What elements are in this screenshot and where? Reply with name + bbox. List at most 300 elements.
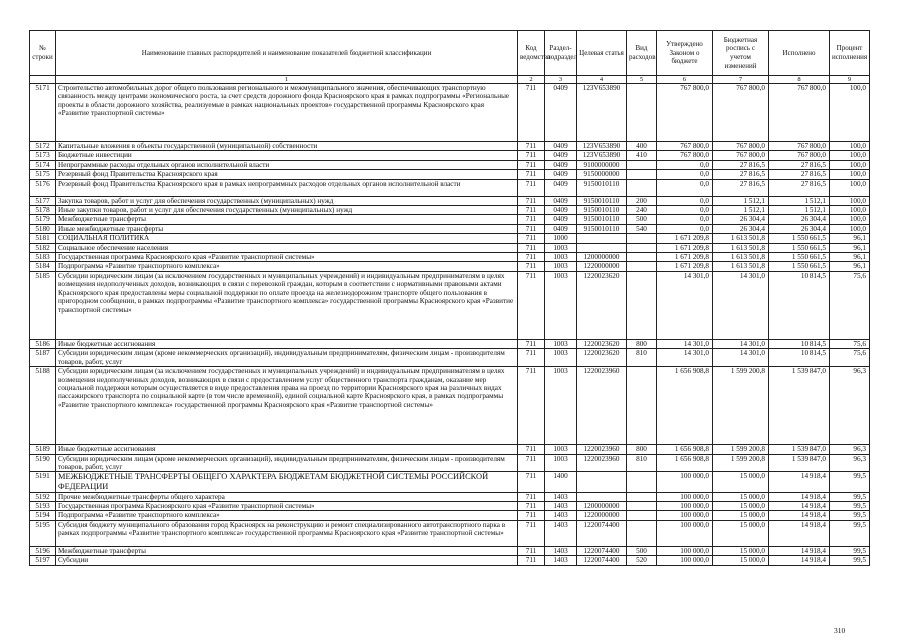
- row-name: Непрограммные расходы отдельных органов исполнительной власти: [56, 160, 518, 169]
- table-row: [30, 454, 870, 472]
- expense-type: [627, 492, 657, 501]
- expense-type: [627, 501, 657, 510]
- approved-amount: 1 671 209,8: [657, 262, 713, 271]
- section-code: 0409: [545, 206, 577, 215]
- budget-amount: 14 301,0: [713, 339, 769, 348]
- approved-amount: 100 000,0: [657, 556, 713, 565]
- percent-executed: 96,1: [830, 253, 870, 262]
- target-article: [577, 243, 627, 252]
- percent-executed: 100,0: [830, 224, 870, 233]
- budget-amount: 767 800,0: [713, 142, 769, 151]
- department-code: 711: [518, 556, 545, 565]
- budget-amount: 15 000,0: [713, 556, 769, 565]
- row-name: Подпрограмма «Развитие транспортного комплекса»: [56, 511, 518, 520]
- row-name: Государственная программа Красноярского края «Развитие транспортной системы»: [56, 501, 518, 510]
- approved-amount: 1 671 209,8: [657, 253, 713, 262]
- department-code: 711: [518, 520, 545, 546]
- row-name: СОЦИАЛЬНАЯ ПОЛИТИКА: [56, 234, 518, 243]
- department-code: 711: [518, 215, 545, 224]
- table-row: [30, 511, 870, 520]
- section-code: 1003: [545, 445, 577, 454]
- row-number: 5184: [30, 262, 56, 271]
- row-name: Резервный фонд Правительства Красноярского края: [56, 170, 518, 179]
- executed-amount: 10 814,5: [769, 339, 830, 348]
- approved-amount: 0,0: [657, 196, 713, 205]
- target-article: 9100000000: [577, 160, 627, 169]
- department-code: 711: [518, 511, 545, 520]
- approved-amount: 100 000,0: [657, 492, 713, 501]
- department-code: 711: [518, 234, 545, 243]
- target-article: 9150000000: [577, 170, 627, 179]
- department-code: 711: [518, 170, 545, 179]
- table-row: [30, 367, 870, 445]
- table-row: [30, 262, 870, 271]
- row-number: 5190: [30, 454, 56, 472]
- department-code: 711: [518, 445, 545, 454]
- target-article: 1200000000: [577, 253, 627, 262]
- executed-amount: 14 918,4: [769, 501, 830, 510]
- expense-type: 800: [627, 445, 657, 454]
- approved-amount: 1 671 209,8: [657, 234, 713, 243]
- percent-executed: 99,5: [830, 556, 870, 565]
- table-header-row: [30, 31, 870, 76]
- header-target-article: Целевая статья: [577, 31, 627, 76]
- expense-type: [627, 367, 657, 445]
- percent-executed: 99,5: [830, 472, 870, 492]
- section-code: 0409: [545, 151, 577, 160]
- row-name: Резервный фонд Правительства Красноярского края в рамках непрограммных расходов отдельных органов исполнительной власти: [56, 179, 518, 196]
- row-name: Межбюджетные трансферты: [56, 546, 518, 555]
- row-number: 5174: [30, 160, 56, 169]
- approved-amount: 0,0: [657, 224, 713, 233]
- approved-amount: 100 000,0: [657, 472, 713, 492]
- section-code: 1003: [545, 271, 577, 339]
- column-index: 3: [545, 76, 577, 84]
- expense-type: 810: [627, 349, 657, 367]
- executed-amount: 1 512,1: [769, 196, 830, 205]
- percent-executed: 96,1: [830, 234, 870, 243]
- column-index: 6: [657, 76, 713, 84]
- budget-amount: 27 816,5: [713, 170, 769, 179]
- budget-amount: 27 816,5: [713, 179, 769, 196]
- executed-amount: 1 550 661,5: [769, 243, 830, 252]
- row-number: 5197: [30, 556, 56, 565]
- budget-amount: 15 000,0: [713, 492, 769, 501]
- approved-amount: 0,0: [657, 215, 713, 224]
- executed-amount: 1 550 661,5: [769, 234, 830, 243]
- executed-amount: 14 918,4: [769, 546, 830, 555]
- expense-type: 500: [627, 215, 657, 224]
- department-code: 711: [518, 472, 545, 492]
- target-article: 1220023620: [577, 271, 627, 339]
- approved-amount: 1 656 908,8: [657, 454, 713, 472]
- budget-amount: 767 800,0: [713, 84, 769, 142]
- table-row: [30, 271, 870, 339]
- budget-amount: 26 304,4: [713, 224, 769, 233]
- row-number: 5172: [30, 142, 56, 151]
- department-code: 711: [518, 454, 545, 472]
- section-code: 1403: [545, 520, 577, 546]
- executed-amount: 14 918,4: [769, 492, 830, 501]
- budget-report-sheet: [29, 30, 869, 566]
- executed-amount: 767 800,0: [769, 151, 830, 160]
- section-code: 1403: [545, 546, 577, 555]
- section-code: 0409: [545, 84, 577, 142]
- approved-amount: 14 301,0: [657, 339, 713, 348]
- approved-amount: 0,0: [657, 179, 713, 196]
- executed-amount: 27 816,5: [769, 179, 830, 196]
- executed-amount: 1 550 661,5: [769, 253, 830, 262]
- department-code: 711: [518, 84, 545, 142]
- target-article: 9150010110: [577, 224, 627, 233]
- percent-executed: 99,5: [830, 511, 870, 520]
- percent-executed: 100,0: [830, 151, 870, 160]
- table-row: [30, 520, 870, 546]
- executed-amount: 1 539 847,0: [769, 445, 830, 454]
- percent-executed: 96,3: [830, 445, 870, 454]
- target-article: 123V653890: [577, 142, 627, 151]
- executed-amount: 1 539 847,0: [769, 454, 830, 472]
- section-code: 1403: [545, 501, 577, 510]
- budget-amount: 14 301,0: [713, 349, 769, 367]
- table-row: [30, 253, 870, 262]
- approved-amount: 1 671 209,8: [657, 243, 713, 252]
- target-article: 123V653890: [577, 151, 627, 160]
- row-number: 5180: [30, 224, 56, 233]
- row-name: Социальное обеспечение населения: [56, 243, 518, 252]
- executed-amount: 14 918,4: [769, 511, 830, 520]
- row-name: Субсидия бюджету муниципального образования город Красноярск на реконструкцию и ремонт специализированного автотранспортного парка в рамках подпрограммы «Развитие транспортного комплекса» государственной программы Красноярского края «Развитие транспортной системы»: [56, 520, 518, 546]
- table-row: [30, 472, 870, 492]
- row-number: 5182: [30, 243, 56, 252]
- row-name: Субсидии: [56, 556, 518, 565]
- target-article: 1220023960: [577, 454, 627, 472]
- department-code: 711: [518, 179, 545, 196]
- department-code: 711: [518, 349, 545, 367]
- row-number: 5176: [30, 179, 56, 196]
- department-code: 711: [518, 243, 545, 252]
- target-article: [577, 492, 627, 501]
- approved-amount: 0,0: [657, 170, 713, 179]
- expense-type: 810: [627, 454, 657, 472]
- budget-amount: 1 599 200,8: [713, 445, 769, 454]
- target-article: 9150010110: [577, 179, 627, 196]
- department-code: 711: [518, 492, 545, 501]
- row-name: Бюджетные инвестиции: [56, 151, 518, 160]
- executed-amount: 767 800,0: [769, 142, 830, 151]
- row-number: 5181: [30, 234, 56, 243]
- expense-type: [627, 271, 657, 339]
- approved-amount: 1 656 908,8: [657, 367, 713, 445]
- section-code: 1403: [545, 556, 577, 565]
- expense-type: 540: [627, 224, 657, 233]
- table-row: [30, 492, 870, 501]
- section-code: 1003: [545, 253, 577, 262]
- executed-amount: 10 814,5: [769, 349, 830, 367]
- column-index: [30, 76, 56, 84]
- executed-amount: 26 304,4: [769, 224, 830, 233]
- row-number: 5183: [30, 253, 56, 262]
- column-index: 9: [830, 76, 870, 84]
- table-row: [30, 179, 870, 196]
- executed-amount: 27 816,5: [769, 170, 830, 179]
- expense-type: [627, 170, 657, 179]
- budget-amount: 1 512,1: [713, 196, 769, 205]
- section-code: 1003: [545, 262, 577, 271]
- row-number: 5186: [30, 339, 56, 348]
- row-number: 5191: [30, 472, 56, 492]
- budget-amount: 15 000,0: [713, 501, 769, 510]
- budget-amount: 15 000,0: [713, 546, 769, 555]
- budget-amount: 15 000,0: [713, 520, 769, 546]
- row-number: 5192: [30, 492, 56, 501]
- row-name: Субсидии юридическим лицам (кроме некоммерческих организаций), индивидуальным предпринимателям, физическим лицам - производителям товаров, работ, услуг: [56, 454, 518, 472]
- approved-amount: 0,0: [657, 160, 713, 169]
- department-code: 711: [518, 196, 545, 205]
- target-article: 9150010110: [577, 196, 627, 205]
- executed-amount: 1 539 847,0: [769, 367, 830, 445]
- row-number: 5196: [30, 546, 56, 555]
- row-name: Строительство автомобильных дорог общего пользования регионального и межмуниципального значения, обеспечивающих транспортную связанность между центрами экономического роста, за счет средств дорожного фонда Красноярского края в рамках подпрограммы «Региональные проекты в области дорожного хозяйства, реализуемые в рамках национальных проектов» государственной программы Красноярского края «Развитие транспортной системы»: [56, 84, 518, 142]
- department-code: 711: [518, 151, 545, 160]
- expense-type: [627, 179, 657, 196]
- percent-executed: 96,3: [830, 454, 870, 472]
- section-code: 1003: [545, 367, 577, 445]
- row-name: Прочие межбюджетные трансферты общего характера: [56, 492, 518, 501]
- row-name: МЕЖБЮДЖЕТНЫЕ ТРАНСФЕРТЫ ОБЩЕГО ХАРАКТЕРА БЮДЖЕТАМ БЮДЖЕТНОЙ СИСТЕМЫ РОССИЙСКОЙ ФЕДЕРАЦИИ: [56, 472, 518, 492]
- row-name: Государственная программа Красноярского края «Развитие транспортной системы»: [56, 253, 518, 262]
- target-article: 1220023620: [577, 349, 627, 367]
- percent-executed: 100,0: [830, 142, 870, 151]
- column-index: 8: [769, 76, 830, 84]
- expense-type: [627, 234, 657, 243]
- expense-type: [627, 253, 657, 262]
- budget-amount: 767 800,0: [713, 151, 769, 160]
- budget-amount: 1 599 200,8: [713, 454, 769, 472]
- row-number: 5173: [30, 151, 56, 160]
- table-row: [30, 224, 870, 233]
- row-number: 5185: [30, 271, 56, 339]
- table-row: [30, 215, 870, 224]
- department-code: 711: [518, 271, 545, 339]
- table-row: [30, 556, 870, 565]
- approved-amount: 100 000,0: [657, 501, 713, 510]
- target-article: 1220023620: [577, 339, 627, 348]
- percent-executed: 75,6: [830, 349, 870, 367]
- header-expense-type: Вид расходов: [627, 31, 657, 76]
- column-index: 1: [56, 76, 518, 84]
- department-code: 711: [518, 262, 545, 271]
- row-name: Иные бюджетные ассигнования: [56, 339, 518, 348]
- budget-amount: 1 599 200,8: [713, 367, 769, 445]
- budget-table: [29, 30, 870, 566]
- department-code: 711: [518, 501, 545, 510]
- column-index: 5: [627, 76, 657, 84]
- row-number: 5171: [30, 84, 56, 142]
- row-name: Иные бюджетные ассигнования: [56, 445, 518, 454]
- expense-type: [627, 262, 657, 271]
- department-code: 711: [518, 142, 545, 151]
- executed-amount: 14 918,4: [769, 556, 830, 565]
- approved-amount: 100 000,0: [657, 546, 713, 555]
- section-code: 0409: [545, 215, 577, 224]
- target-article: 1220074400: [577, 520, 627, 546]
- department-code: 711: [518, 206, 545, 215]
- table-row: [30, 160, 870, 169]
- row-name: Иные межбюджетные трансферты: [56, 224, 518, 233]
- header-department-code: Код ведомства: [518, 31, 545, 76]
- table-row: [30, 151, 870, 160]
- percent-executed: 75,6: [830, 339, 870, 348]
- table-row: [30, 243, 870, 252]
- section-code: 0409: [545, 196, 577, 205]
- approved-amount: 767 800,0: [657, 142, 713, 151]
- header-executed: Исполнено: [769, 31, 830, 76]
- target-article: 1200000000: [577, 501, 627, 510]
- row-name: Закупка товаров, работ и услуг для обеспечения государственных (муниципальных) нужд: [56, 196, 518, 205]
- budget-amount: 1 613 501,8: [713, 243, 769, 252]
- section-code: 1403: [545, 492, 577, 501]
- percent-executed: 100,0: [830, 179, 870, 196]
- approved-amount: 14 301,0: [657, 271, 713, 339]
- table-row: [30, 445, 870, 454]
- expense-type: [627, 472, 657, 492]
- percent-executed: 100,0: [830, 206, 870, 215]
- target-article: 1220074400: [577, 556, 627, 565]
- target-article: 1220000000: [577, 262, 627, 271]
- header-percent: Процент исполнения: [830, 31, 870, 76]
- percent-executed: 96,1: [830, 262, 870, 271]
- target-article: 1220023960: [577, 445, 627, 454]
- executed-amount: 767 800,0: [769, 84, 830, 142]
- percent-executed: 100,0: [830, 215, 870, 224]
- target-article: 123V653890: [577, 84, 627, 142]
- expense-type: 520: [627, 556, 657, 565]
- target-article: [577, 472, 627, 492]
- row-name: Межбюджетные трансферты: [56, 215, 518, 224]
- row-number: 5188: [30, 367, 56, 445]
- percent-executed: 99,5: [830, 546, 870, 555]
- budget-amount: 27 816,5: [713, 160, 769, 169]
- percent-executed: 99,5: [830, 520, 870, 546]
- table-row: [30, 170, 870, 179]
- section-code: 1400: [545, 472, 577, 492]
- header-budget-schedule: Бюджетная роспись с учетом изменений: [713, 31, 769, 76]
- header-section: Раздел-подраздел: [545, 31, 577, 76]
- budget-amount: 26 304,4: [713, 215, 769, 224]
- section-code: 0409: [545, 170, 577, 179]
- target-article: 1220074400: [577, 546, 627, 555]
- section-code: 1003: [545, 339, 577, 348]
- approved-amount: 100 000,0: [657, 511, 713, 520]
- table-row: [30, 196, 870, 205]
- target-article: 9150010110: [577, 215, 627, 224]
- budget-amount: 1 512,1: [713, 206, 769, 215]
- section-code: 0409: [545, 142, 577, 151]
- expense-type: 200: [627, 196, 657, 205]
- percent-executed: 99,5: [830, 501, 870, 510]
- executed-amount: 1 512,1: [769, 206, 830, 215]
- percent-executed: 99,5: [830, 492, 870, 501]
- expense-type: 410: [627, 151, 657, 160]
- target-article: 9150010110: [577, 206, 627, 215]
- section-code: 1000: [545, 234, 577, 243]
- percent-executed: 100,0: [830, 170, 870, 179]
- table-row: [30, 339, 870, 348]
- expense-type: 800: [627, 339, 657, 348]
- department-code: 711: [518, 546, 545, 555]
- approved-amount: 100 000,0: [657, 520, 713, 546]
- row-number: 5177: [30, 196, 56, 205]
- table-row: [30, 84, 870, 142]
- department-code: 711: [518, 339, 545, 348]
- row-name: Субсидии юридическим лицам (за исключением государственных и муниципальных учреждений) и индивидуальным предпринимателям в целях возмещения недополученных доходов, возникающих в связи с предоставлением услуг общественного транспорта гражданам, оказание мер социальной поддержки которым осуществляется в виде предоставления права на проезд по территории Красноярского края на различных видах пассажирского транспорта по социальной карте (в том числе временной), единой социальной карте Красноярского края, в рамках подпрограммы «Развитие транспортного комплекса» государственной программы Красноярского края «Развитие транспортной системы»: [56, 367, 518, 445]
- approved-amount: 767 800,0: [657, 151, 713, 160]
- approved-amount: 14 301,0: [657, 349, 713, 367]
- expense-type: [627, 84, 657, 142]
- table-body: [30, 84, 870, 566]
- executed-amount: 14 918,4: [769, 520, 830, 546]
- approved-amount: 1 656 908,8: [657, 445, 713, 454]
- section-code: 0409: [545, 160, 577, 169]
- budget-amount: 1 613 501,8: [713, 262, 769, 271]
- column-index: 2: [518, 76, 545, 84]
- percent-executed: 100,0: [830, 160, 870, 169]
- budget-amount: 1 613 501,8: [713, 253, 769, 262]
- target-article: [577, 234, 627, 243]
- executed-amount: 27 816,5: [769, 160, 830, 169]
- row-number: 5193: [30, 501, 56, 510]
- table-row: [30, 206, 870, 215]
- header-row-number: № строки: [30, 31, 56, 76]
- budget-amount: 14 301,0: [713, 271, 769, 339]
- expense-type: 240: [627, 206, 657, 215]
- row-name: Иные закупки товаров, работ и услуг для обеспечения государственных (муниципальных) нужд: [56, 206, 518, 215]
- expense-type: [627, 511, 657, 520]
- table-row: [30, 546, 870, 555]
- row-number: 5179: [30, 215, 56, 224]
- row-name: Субсидии юридическим лицам (кроме некоммерческих организаций), индивидуальным предпринимателям, физическим лицам - производителям товаров, работ, услуг: [56, 349, 518, 367]
- row-number: 5189: [30, 445, 56, 454]
- row-name: Капитальные вложения в объекты государственной (муниципальной) собственности: [56, 142, 518, 151]
- row-name: Субсидии юридическим лицам (за исключением государственных и муниципальных учреждений) и индивидуальным предпринимателям в целях возмещения недополученных доходов, возникающих в связи с перевозкой граждан, которым в соответствии с нормативными правовыми актами Красноярского края предоставлены меры социальной поддержки по оплате проезда на железнодорожном транспорте общего пользования в пригородном сообщении, в рамках подпрограммы «Развитие транспортного комплекса» государственной программы Красноярского края «Развитие транспортной системы»: [56, 271, 518, 339]
- section-code: 1003: [545, 243, 577, 252]
- table-row: [30, 501, 870, 510]
- page-number: 310: [834, 626, 846, 635]
- header-name: Наименование главных распорядителей и наименование показателей бюджетной классификации: [56, 31, 518, 76]
- executed-amount: 1 550 661,5: [769, 262, 830, 271]
- target-article: 1220000000: [577, 511, 627, 520]
- target-article: 1220023960: [577, 367, 627, 445]
- row-number: 5175: [30, 170, 56, 179]
- budget-amount: 15 000,0: [713, 472, 769, 492]
- section-code: 0409: [545, 224, 577, 233]
- table-row: [30, 142, 870, 151]
- row-number: 5195: [30, 520, 56, 546]
- section-code: 1003: [545, 454, 577, 472]
- column-index: 4: [577, 76, 627, 84]
- percent-executed: 96,3: [830, 367, 870, 445]
- table-row: [30, 349, 870, 367]
- section-code: 1403: [545, 511, 577, 520]
- expense-type: 500: [627, 546, 657, 555]
- percent-executed: 100,0: [830, 196, 870, 205]
- expense-type: [627, 243, 657, 252]
- budget-amount: 1 613 501,8: [713, 234, 769, 243]
- expense-type: [627, 160, 657, 169]
- row-number: 5187: [30, 349, 56, 367]
- section-code: 0409: [545, 179, 577, 196]
